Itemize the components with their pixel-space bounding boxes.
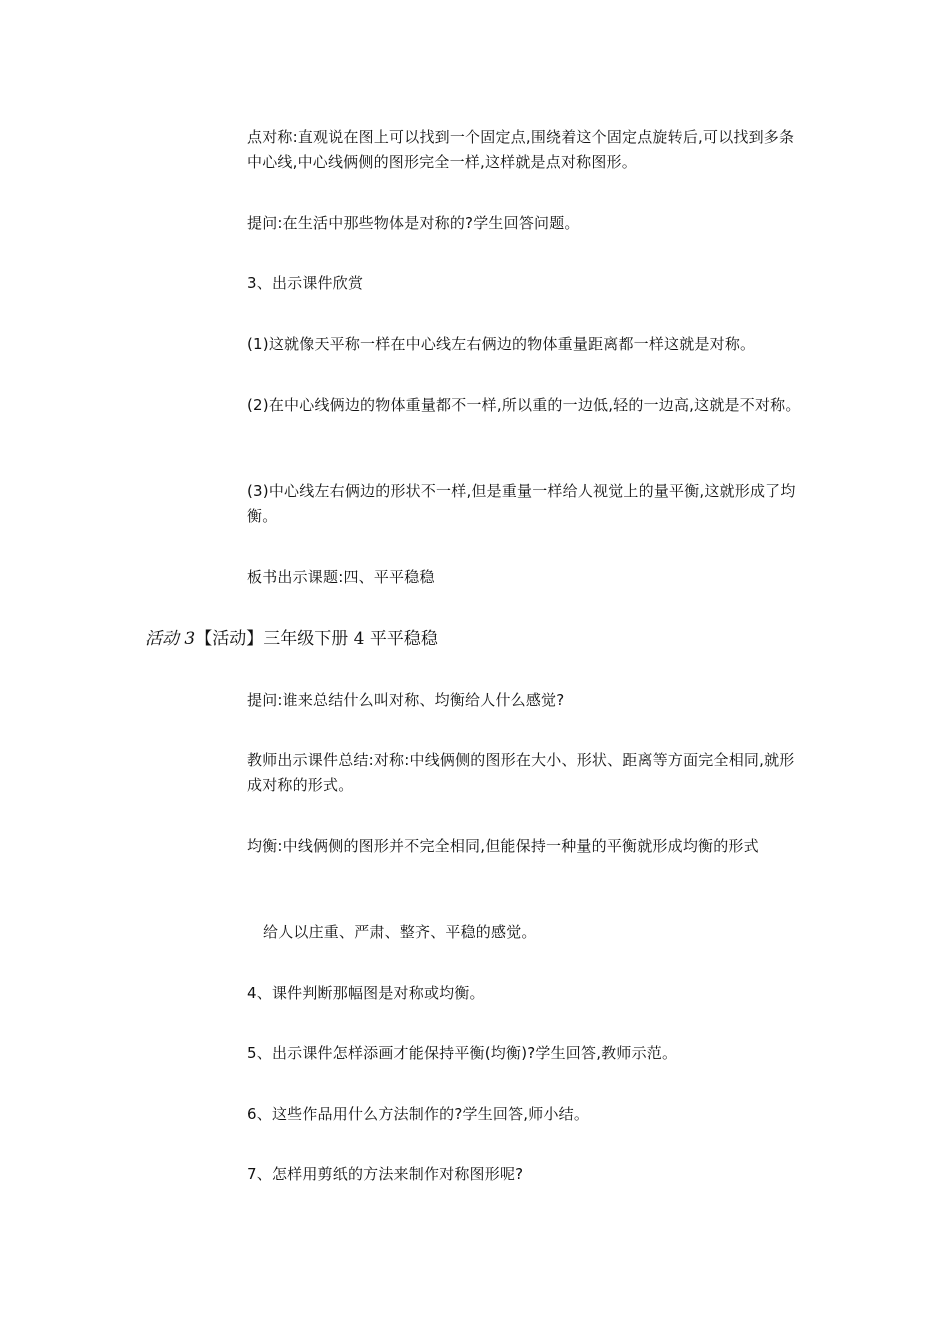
paragraph-step-3: 3、出示课件欣赏: [247, 274, 364, 292]
paragraph-feeling: 给人以庄重、严肃、整齐、平稳的感觉。: [263, 923, 537, 941]
paragraph-step-4: 4、课件判断那幅图是对称或均衡。: [247, 984, 485, 1002]
paragraph-item-1: (1)这就像天平称一样在中心线左右俩边的物体重量距离都一样这就是对称。: [247, 335, 756, 353]
paragraph-item-2: (2)在中心线俩边的物体重量都不一样,所以重的一边低,轻的一边高,这就是不对称。: [247, 396, 801, 414]
paragraph-step-5: 5、出示课件怎样添画才能保持平衡(均衡)?学生回答,教师示范。: [247, 1044, 678, 1062]
paragraph-question-summary: 提问:谁来总结什么叫对称、均衡给人什么感觉?: [247, 691, 565, 709]
paragraph-teacher-summary: 教师出示课件总结:对称:中线俩侧的图形在大小、形状、距离等方面完全相同,就形成对称的形式。: [247, 751, 795, 794]
paragraph-question-symmetric-objects: 提问:在生活中那些物体是对称的?学生回答问题。: [247, 214, 580, 232]
paragraph-board-title: 板书出示课题:四、平平稳稳: [247, 568, 435, 586]
paragraph-point-symmetry: 点对称:直观说在图上可以找到一个固定点,围绕着这个固定点旋转后,可以找到多条中心线,中心线俩侧的图形完全一样,这样就是点对称图形。: [247, 128, 795, 171]
paragraph-balance-definition: 均衡:中线俩侧的图形并不完全相同,但能保持一种量的平衡就形成均衡的形式: [247, 837, 759, 855]
paragraph-step-7: 7、怎样用剪纸的方法来制作对称图形呢?: [247, 1165, 524, 1183]
paragraph-step-6: 6、这些作品用什么方法制作的?学生回答,师小结。: [247, 1105, 590, 1123]
activity-title: 【活动】三年级下册 4 平平稳稳: [195, 629, 438, 649]
activity-label: 活动 3: [145, 629, 196, 649]
activity-heading: [145, 626, 805, 652]
paragraph-item-3: (3)中心线左右俩边的形状不一样,但是重量一样给人视觉上的量平衡,这就形成了均衡。: [247, 482, 796, 525]
